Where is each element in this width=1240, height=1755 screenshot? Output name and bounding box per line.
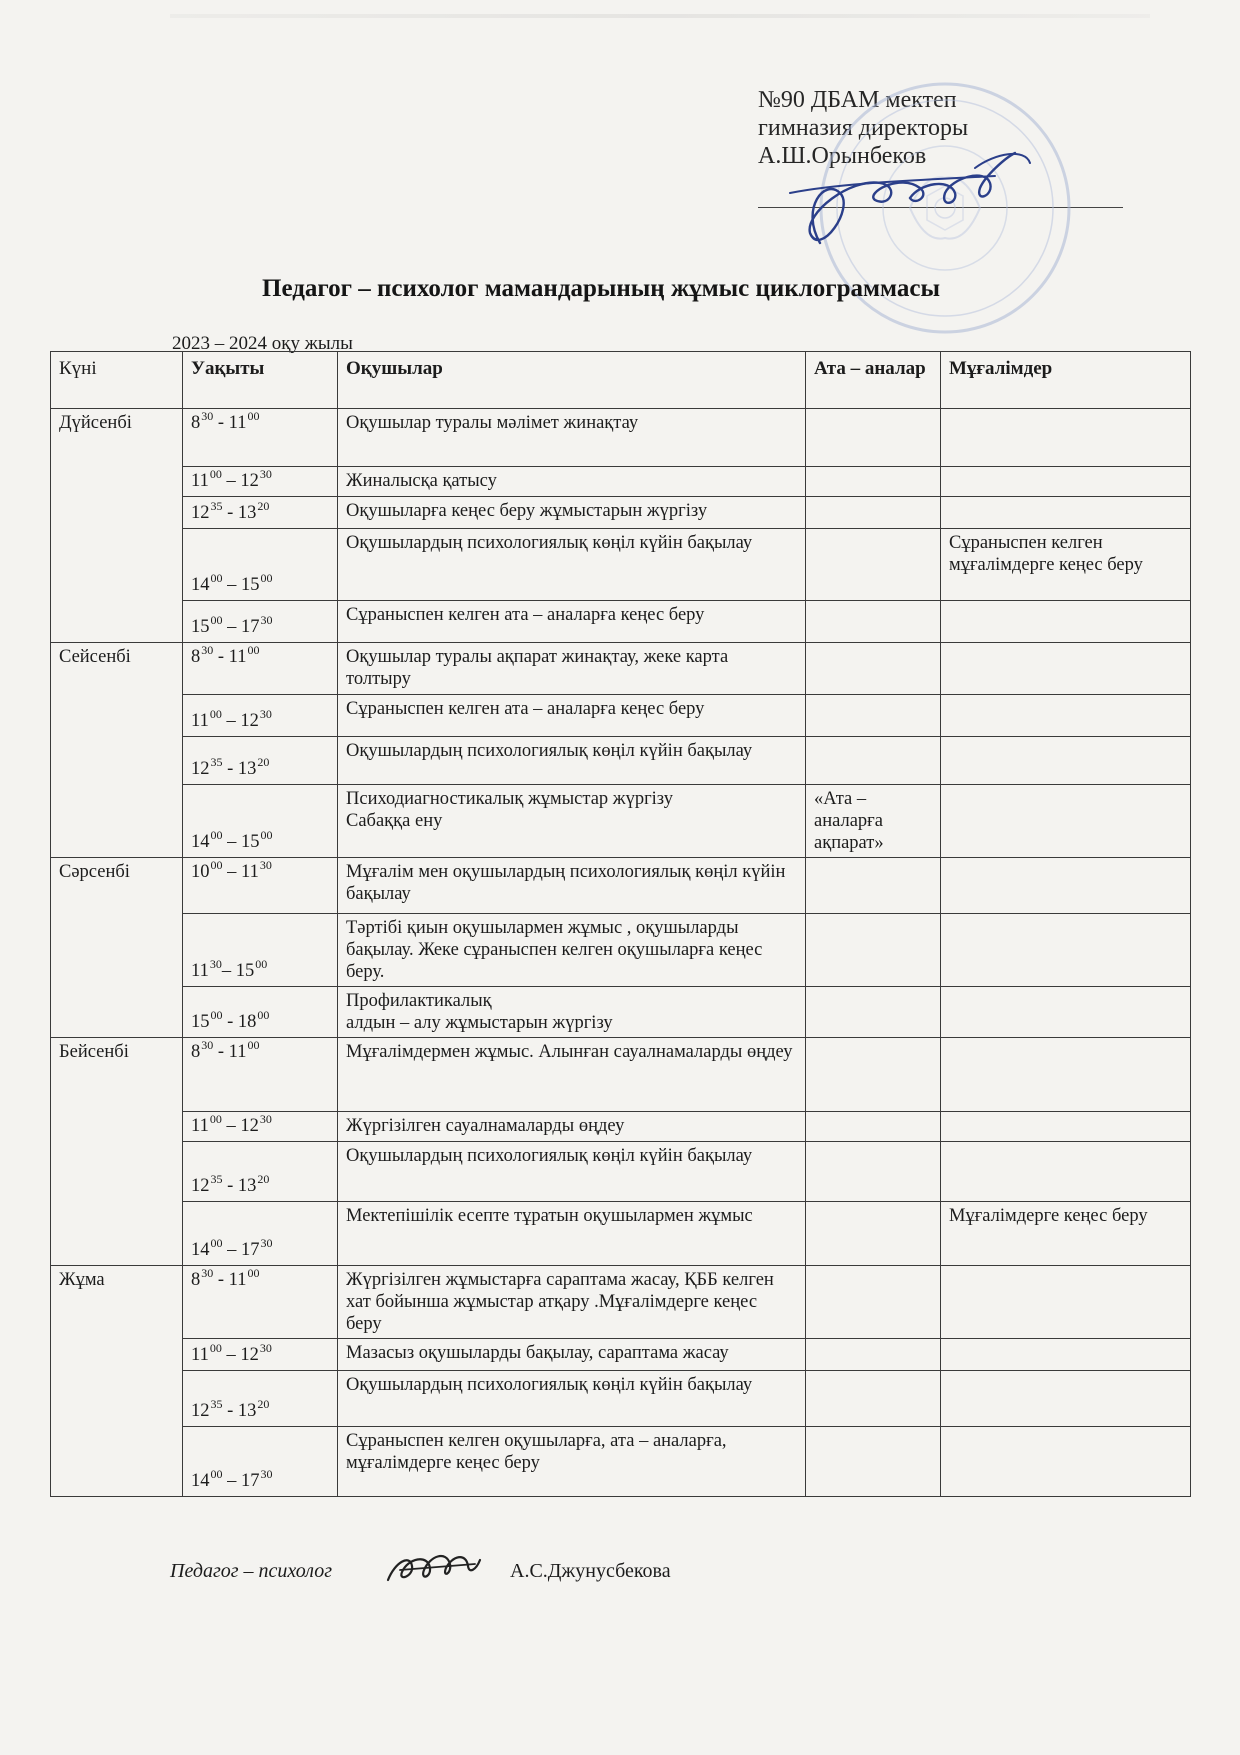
parents-activity-cell (806, 529, 941, 601)
time-end-hour: 11 (241, 862, 259, 882)
time-start-hour: 11 (191, 711, 209, 731)
teachers-activity-cell (941, 1266, 1191, 1339)
time-cell (183, 785, 338, 858)
parents-activity-cell (806, 695, 941, 737)
teachers-activity-cell: Мұғалімдерге кеңес беру (941, 1202, 1191, 1266)
teachers-activity-cell (941, 1371, 1191, 1427)
time-start-hour: 11 (191, 1345, 209, 1365)
time-start-hour: 11 (191, 471, 209, 491)
time-start-hour: 14 (191, 1240, 210, 1260)
students-activity-cell: Мектепішілік есепте тұратын оқушылармен жұмыс (338, 1202, 806, 1266)
teachers-activity-cell (941, 643, 1191, 695)
table-row (51, 1202, 1191, 1266)
schedule-body (51, 409, 1191, 1497)
footer-role: Педагог – психолог (170, 1560, 333, 1582)
parents-activity-cell (806, 1142, 941, 1202)
table-row (51, 1427, 1191, 1497)
table-row (51, 409, 1191, 467)
parents-activity-cell (806, 1339, 941, 1371)
time-start-hour: 12 (191, 1176, 210, 1196)
time-start-hour: 12 (191, 503, 210, 523)
time-end-hour: 17 (241, 617, 260, 637)
teachers-activity-cell (941, 1427, 1191, 1497)
time-start-minutes: 30 (201, 1038, 214, 1052)
time-separator: - (222, 1012, 238, 1032)
time-cell (183, 1339, 338, 1371)
time-start-minutes: 00 (209, 1112, 222, 1126)
time-start-hour: 14 (191, 575, 210, 595)
schedule-table (50, 351, 1191, 1497)
parents-activity-cell (806, 914, 941, 987)
table-row (51, 785, 1191, 858)
time-end-hour: 12 (240, 1345, 259, 1365)
time-cell (183, 858, 338, 914)
table-row (51, 737, 1191, 785)
students-activity-cell: Мұғалімдермен жұмыс. Алынған сауалнамаларды өңдеу (338, 1038, 806, 1112)
teachers-activity-cell (941, 467, 1191, 497)
time-end-hour: 15 (241, 575, 260, 595)
time-separator: – (221, 711, 241, 731)
table-row (51, 1266, 1191, 1339)
time-start-hour: 14 (191, 1471, 210, 1491)
time-separator: - (213, 1270, 229, 1290)
time-separator: - (213, 413, 229, 433)
director-signature (780, 138, 1040, 268)
parents-activity-cell (806, 1202, 941, 1266)
time-start-hour: 11 (191, 1116, 209, 1136)
students-activity-cell: Оқушылардың психологиялық көңіл күйін бақылау (338, 737, 806, 785)
time-separator: – (222, 862, 241, 882)
time-start-minutes: 00 (210, 858, 223, 872)
students-activity-cell: Жүргізілген сауалнамаларды өңдеу (338, 1112, 806, 1142)
parents-activity-cell (806, 1038, 941, 1112)
time-separator: - (213, 1042, 229, 1062)
table-row (51, 1038, 1191, 1112)
time-end-minutes: 00 (260, 828, 273, 842)
students-activity-cell: Сұраныспен келген ата – аналарға кеңес беру (338, 695, 806, 737)
footer-name: А.С.Джунусбекова (510, 1560, 671, 1582)
time-cell (183, 643, 338, 695)
time-end-minutes: 00 (247, 1266, 260, 1280)
teachers-activity-cell (941, 409, 1191, 467)
table-row (51, 1339, 1191, 1371)
time-separator: – (221, 961, 236, 981)
parents-activity-cell (806, 858, 941, 914)
parents-activity-cell (806, 467, 941, 497)
day-cell: Сейсенбі (51, 643, 183, 858)
students-activity-cell: Тәртібі қиын оқушылармен жұмыс , оқушыларды бақылау. Жеке сұраныспен келген оқушыларға кеңес беру. (338, 914, 806, 987)
time-end-hour: 11 (228, 647, 247, 667)
time-end-minutes: 30 (259, 707, 272, 721)
time-start-hour: 8 (191, 1042, 201, 1062)
teachers-activity-cell (941, 737, 1191, 785)
table-row (51, 467, 1191, 497)
psychologist-signature (380, 1542, 490, 1592)
time-start-minutes: 00 (210, 1008, 223, 1022)
teachers-activity-cell (941, 987, 1191, 1038)
time-cell (183, 914, 338, 987)
day-cell: Жұма (51, 1266, 183, 1497)
time-start-minutes: 00 (210, 1467, 223, 1481)
students-activity-cell: Жүргізілген жұмыстарға сараптама жасау, ҚББ келген хат бойынша жұмыстар атқару .Мұғалімдерге кеңес беру (338, 1266, 806, 1339)
parents-activity-cell (806, 1427, 941, 1497)
teachers-activity-cell (941, 858, 1191, 914)
time-end-hour: 11 (228, 413, 247, 433)
teachers-activity-cell (941, 1339, 1191, 1371)
time-separator: – (222, 832, 241, 852)
time-separator: - (222, 759, 238, 779)
time-cell (183, 1266, 338, 1339)
table-row (51, 1112, 1191, 1142)
time-cell (183, 737, 338, 785)
time-cell (183, 467, 338, 497)
approval-line: №90 ДБАМ мектеп (758, 87, 957, 113)
column-header-parents: Ата – аналар (806, 352, 941, 409)
document-title: Педагог – психолог мамандарының жұмыс циклограммасы (262, 275, 940, 302)
time-end-hour: 11 (228, 1270, 247, 1290)
time-start-hour: 15 (191, 1012, 210, 1032)
time-end-minutes: 30 (259, 467, 272, 481)
time-end-minutes: 30 (259, 858, 272, 872)
time-start-hour: 8 (191, 413, 201, 433)
time-end-minutes: 00 (260, 571, 273, 585)
approval-line: гимназия директоры (758, 115, 969, 141)
teachers-activity-cell (941, 1142, 1191, 1202)
time-start-minutes: 30 (201, 1266, 214, 1280)
students-activity-cell: Оқушыларға кеңес беру жұмыстарын жүргізу (338, 497, 806, 529)
time-start-minutes: 00 (210, 1236, 223, 1250)
time-start-hour: 15 (191, 617, 210, 637)
table-row (51, 601, 1191, 643)
column-header-students: Оқушылар (338, 352, 806, 409)
students-activity-cell: Профилактикалық алдын – алу жұмыстарын жүргізу (338, 987, 806, 1038)
time-separator: – (222, 617, 241, 637)
students-activity-cell: Жиналысқа қатысу (338, 467, 806, 497)
time-end-hour: 13 (237, 759, 257, 779)
table-row (51, 1371, 1191, 1427)
scan-shadow (170, 14, 1150, 18)
teachers-activity-cell (941, 1112, 1191, 1142)
time-end-minutes: 30 (260, 1467, 273, 1481)
students-activity-cell: Психодиагностикалық жұмыстар жүргізу Сабаққа ену (338, 785, 806, 858)
time-start-minutes: 00 (209, 1341, 222, 1355)
table-row (51, 1142, 1191, 1202)
time-end-hour: 13 (237, 1401, 257, 1421)
time-cell (183, 1202, 338, 1266)
time-start-hour: 8 (191, 647, 201, 667)
time-cell (183, 695, 338, 737)
time-end-hour: 12 (240, 711, 259, 731)
teachers-activity-cell (941, 1038, 1191, 1112)
time-start-minutes: 00 (210, 571, 223, 585)
students-activity-cell: Оқушылар туралы мәлімет жинақтау (338, 409, 806, 467)
day-cell: Сәрсенбі (51, 858, 183, 1038)
parents-activity-cell (806, 409, 941, 467)
table-row (51, 529, 1191, 601)
time-end-hour: 15 (241, 832, 260, 852)
parents-activity-cell: «Ата – аналарға ақпарат» (806, 785, 941, 858)
time-cell (183, 601, 338, 643)
time-separator: – (222, 1471, 241, 1491)
time-end-minutes: 30 (259, 1341, 272, 1355)
time-start-hour: 11 (191, 961, 209, 981)
time-end-minutes: 20 (257, 499, 270, 513)
column-header-time: Уақыты (183, 352, 338, 409)
time-start-minutes: 30 (201, 409, 214, 423)
time-end-minutes: 00 (257, 1008, 270, 1022)
time-separator: - (222, 503, 238, 523)
time-end-hour: 18 (237, 1012, 257, 1032)
time-start-minutes: 35 (210, 499, 223, 513)
time-start-minutes: 00 (210, 613, 223, 627)
time-start-minutes: 00 (210, 828, 223, 842)
time-start-minutes: 00 (209, 707, 222, 721)
teachers-activity-cell (941, 695, 1191, 737)
time-separator: – (222, 1240, 241, 1260)
students-activity-cell: Сұраныспен келген оқушыларға, ата – аналарға, мұғалімдерге кеңес беру (338, 1427, 806, 1497)
time-start-hour: 12 (191, 1401, 210, 1421)
parents-activity-cell (806, 1266, 941, 1339)
teachers-activity-cell (941, 497, 1191, 529)
students-activity-cell: Сұраныспен келген ата – аналарға кеңес беру (338, 601, 806, 643)
students-activity-cell: Мазасыз оқушыларды бақылау, сараптама жасау (338, 1339, 806, 1371)
footer-signature-block (170, 1560, 1070, 1600)
time-start-minutes: 35 (210, 1172, 223, 1186)
students-activity-cell: Мұғалім мен оқушылардың психологиялық көңіл күйін бақылау (338, 858, 806, 914)
table-row (51, 987, 1191, 1038)
day-cell: Бейсенбі (51, 1038, 183, 1266)
time-end-minutes: 20 (257, 1397, 270, 1411)
table-row (51, 914, 1191, 987)
time-end-minutes: 20 (257, 1172, 270, 1186)
time-separator: - (222, 1401, 238, 1421)
time-cell (183, 1112, 338, 1142)
time-end-hour: 12 (240, 1116, 259, 1136)
time-end-minutes: 00 (247, 643, 260, 657)
time-cell (183, 1427, 338, 1497)
parents-activity-cell (806, 643, 941, 695)
time-end-minutes: 00 (255, 957, 268, 971)
table-header-row (51, 352, 1191, 409)
teachers-activity-cell: Сұраныспен келген мұғалімдерге кеңес беру (941, 529, 1191, 601)
time-end-minutes: 30 (260, 613, 273, 627)
parents-activity-cell (806, 601, 941, 643)
day-cell: Дүйсенбі (51, 409, 183, 643)
time-separator: – (222, 575, 241, 595)
time-cell (183, 409, 338, 467)
time-end-minutes: 00 (247, 1038, 260, 1052)
time-end-hour: 17 (241, 1471, 260, 1491)
parents-activity-cell (806, 497, 941, 529)
students-activity-cell: Оқушылардың психологиялық көңіл күйін бақылау (338, 1371, 806, 1427)
table-row (51, 497, 1191, 529)
time-cell (183, 1371, 338, 1427)
parents-activity-cell (806, 1371, 941, 1427)
table-row (51, 695, 1191, 737)
time-separator: – (221, 1116, 241, 1136)
time-end-hour: 13 (237, 503, 257, 523)
time-cell (183, 529, 338, 601)
time-start-minutes: 30 (201, 643, 214, 657)
time-separator: – (221, 471, 241, 491)
parents-activity-cell (806, 737, 941, 785)
parents-activity-cell (806, 1112, 941, 1142)
time-end-minutes: 00 (247, 409, 260, 423)
table-row (51, 643, 1191, 695)
time-start-minutes: 30 (209, 957, 222, 971)
teachers-activity-cell (941, 601, 1191, 643)
time-end-hour: 12 (240, 471, 259, 491)
time-separator: - (222, 1176, 238, 1196)
column-header-teachers: Мұғалімдер (941, 352, 1191, 409)
time-separator: - (213, 647, 229, 667)
approval-line: А.Ш.Орынбеков (758, 143, 927, 169)
time-end-minutes: 20 (257, 755, 270, 769)
time-cell (183, 987, 338, 1038)
teachers-activity-cell (941, 914, 1191, 987)
time-start-hour: 8 (191, 1270, 201, 1290)
time-cell (183, 497, 338, 529)
parents-activity-cell (806, 987, 941, 1038)
time-cell (183, 1142, 338, 1202)
students-activity-cell: Оқушылардың психологиялық көңіл күйін бақылау (338, 1142, 806, 1202)
time-start-hour: 14 (191, 832, 210, 852)
time-end-hour: 13 (237, 1176, 257, 1196)
time-end-hour: 11 (228, 1042, 247, 1062)
time-start-minutes: 35 (210, 755, 223, 769)
time-cell (183, 1038, 338, 1112)
time-separator: – (221, 1345, 241, 1365)
time-end-minutes: 30 (259, 1112, 272, 1126)
time-start-minutes: 00 (209, 467, 222, 481)
time-start-minutes: 35 (210, 1397, 223, 1411)
time-start-hour: 12 (191, 759, 210, 779)
students-activity-cell: Оқушылар туралы ақпарат жинақтау, жеке карта толтыру (338, 643, 806, 695)
column-header-day: Күні (51, 352, 183, 409)
students-activity-cell: Оқушылардың психологиялық көңіл күйін бақылау (338, 529, 806, 601)
academic-year: 2023 – 2024 оқу жылы (172, 333, 353, 354)
time-end-hour: 17 (241, 1240, 260, 1260)
time-start-hour: 10 (191, 862, 210, 882)
time-end-minutes: 30 (260, 1236, 273, 1250)
table-row (51, 858, 1191, 914)
teachers-activity-cell (941, 785, 1191, 858)
time-end-hour: 15 (235, 961, 255, 981)
